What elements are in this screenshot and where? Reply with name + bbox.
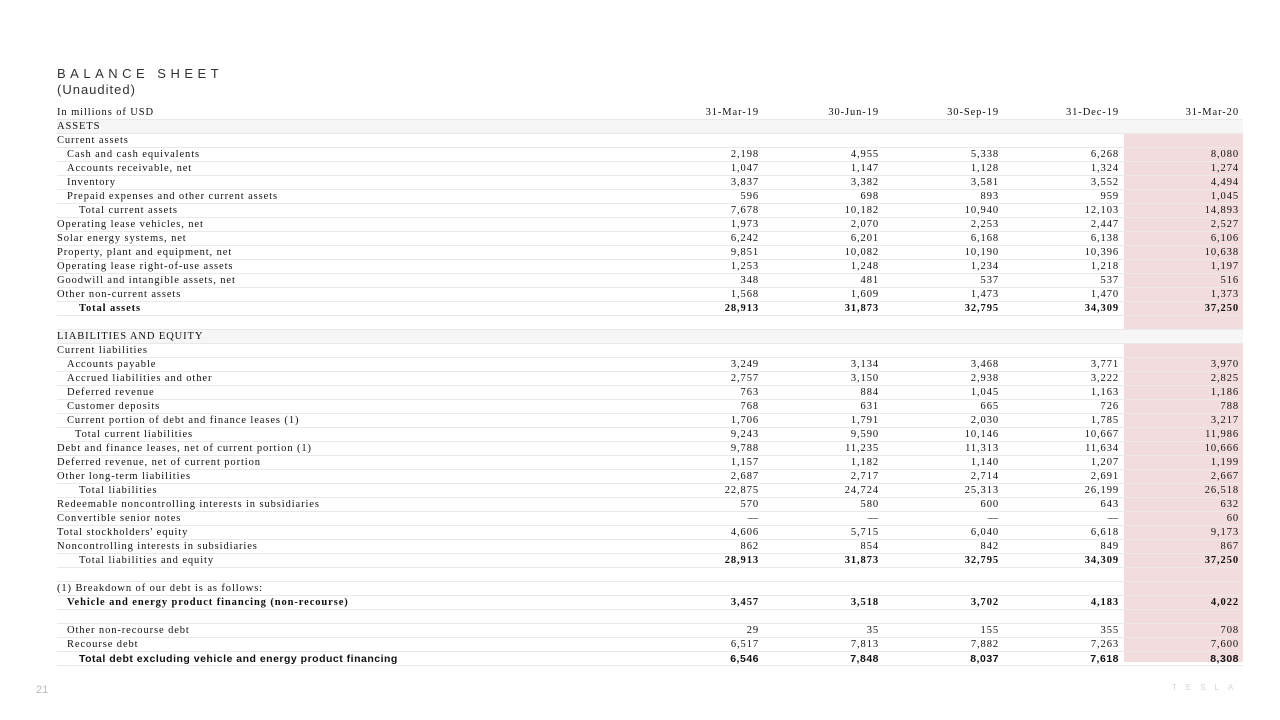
table-row <box>57 372 1243 386</box>
column-header: 30-Jun-19 <box>828 107 879 118</box>
cell-value: 34,309 <box>1084 303 1119 314</box>
table-row <box>57 442 1243 456</box>
row-label: Total current liabilities <box>75 429 193 440</box>
cell-value: 3,581 <box>970 177 999 188</box>
cell-value: 1,163 <box>1090 387 1119 398</box>
cell-value <box>883 610 1003 624</box>
page-subtitle: (Unaudited) <box>57 82 136 97</box>
cell-value: 11,313 <box>965 443 999 454</box>
table-row <box>57 386 1243 400</box>
cell-value: 867 <box>1220 541 1239 552</box>
cell-value: 2,757 <box>730 373 759 384</box>
cell-value: 1,197 <box>1210 261 1239 272</box>
cell-value: 1,568 <box>730 289 759 300</box>
row-label: Total stockholders' equity <box>57 527 189 538</box>
cell-value: 1,207 <box>1090 457 1119 468</box>
cell-value: 726 <box>1100 401 1119 412</box>
cell-value: 155 <box>980 625 999 636</box>
cell-value: 24,724 <box>844 485 879 496</box>
cell-value <box>763 582 883 596</box>
row-label: Deferred revenue <box>67 387 155 398</box>
row-label: Total assets <box>79 303 142 314</box>
cell-value <box>883 582 1003 596</box>
cell-value: 1,234 <box>970 261 999 272</box>
row-label: Total debt excluding vehicle and energy product financing <box>79 653 398 665</box>
cell-value <box>643 568 763 582</box>
cell-value: 32,795 <box>964 303 999 314</box>
row-label: Operating lease right-of-use assets <box>57 261 234 272</box>
table-row <box>57 554 1243 568</box>
cell-value: 3,771 <box>1090 359 1119 370</box>
cell-value: 6,040 <box>970 527 999 538</box>
row-label: Deferred revenue, net of current portion <box>57 457 261 468</box>
cell-value <box>763 568 883 582</box>
cell-value <box>1123 316 1243 330</box>
row-label: Current assets <box>57 135 129 146</box>
cell-value: — <box>747 513 759 524</box>
table-row <box>57 302 1243 316</box>
cell-value: 7,618 <box>1090 653 1119 665</box>
column-header: 31-Dec-19 <box>1066 107 1119 118</box>
page-title: BALANCE SHEET <box>57 66 224 81</box>
row-label: Customer deposits <box>67 401 161 412</box>
cell-value: 1,324 <box>1090 163 1119 174</box>
table-row <box>57 512 1243 526</box>
row-label: Current liabilities <box>57 345 148 356</box>
cell-value <box>763 330 883 344</box>
cell-value: 37,250 <box>1204 303 1239 314</box>
cell-value: 6,517 <box>730 639 759 650</box>
table-row <box>57 596 1243 610</box>
cell-value: 1,253 <box>730 261 759 272</box>
cell-value: 1,140 <box>970 457 999 468</box>
tesla-logo: TESLA <box>1172 683 1243 692</box>
table-row <box>57 540 1243 554</box>
cell-value: 348 <box>740 275 759 286</box>
cell-value: 6,618 <box>1090 527 1119 538</box>
table-row <box>57 120 1243 134</box>
cell-value: 768 <box>740 401 759 412</box>
table-row <box>57 498 1243 512</box>
cell-value: 9,851 <box>730 247 759 258</box>
cell-value: 1,791 <box>850 415 879 426</box>
cell-value: 2,527 <box>1210 219 1239 230</box>
cell-value: 9,173 <box>1210 527 1239 538</box>
cell-value: 2,447 <box>1090 219 1119 230</box>
cell-value: 2,691 <box>1090 471 1119 482</box>
cell-value: 11,235 <box>845 443 879 454</box>
table-row <box>57 134 1243 148</box>
cell-value: 6,138 <box>1090 233 1119 244</box>
cell-value: 11,986 <box>1205 429 1239 440</box>
cell-value: 2,717 <box>850 471 879 482</box>
cell-value: 3,970 <box>1210 359 1239 370</box>
cell-value <box>883 344 1003 358</box>
cell-value: 596 <box>740 191 759 202</box>
cell-value: 7,263 <box>1090 639 1119 650</box>
cell-value: 862 <box>740 541 759 552</box>
cell-value: 763 <box>740 387 759 398</box>
table-row <box>57 288 1243 302</box>
cell-value <box>763 344 883 358</box>
table-row <box>57 218 1243 232</box>
cell-value: 665 <box>980 401 999 412</box>
cell-value: 10,190 <box>964 247 999 258</box>
table-row <box>57 330 1243 344</box>
cell-value: 5,715 <box>850 527 879 538</box>
cell-value <box>1003 316 1123 330</box>
row-label <box>57 568 643 582</box>
cell-value: 7,882 <box>970 639 999 650</box>
cell-value: 8,080 <box>1210 149 1239 160</box>
table-row <box>57 610 1243 624</box>
cell-value <box>643 610 763 624</box>
cell-value: 10,182 <box>844 205 879 216</box>
row-label: Other non-current assets <box>57 289 182 300</box>
cell-value: 4,022 <box>1210 597 1239 608</box>
cell-value: 7,678 <box>730 205 759 216</box>
cell-value: 3,468 <box>970 359 999 370</box>
table-row <box>57 624 1243 638</box>
cell-value <box>1003 610 1123 624</box>
cell-value: 1,218 <box>1090 261 1119 272</box>
cell-value: 3,518 <box>850 597 879 608</box>
table-row <box>57 638 1243 652</box>
cell-value: 3,249 <box>730 359 759 370</box>
row-label: Inventory <box>67 177 116 188</box>
cell-value: 3,702 <box>970 597 999 608</box>
cell-value: 11,634 <box>1085 443 1119 454</box>
row-label: Solar energy systems, net <box>57 233 187 244</box>
cell-value <box>643 316 763 330</box>
cell-value: 37,250 <box>1204 555 1239 566</box>
row-label: Accrued liabilities and other <box>67 373 213 384</box>
table-row <box>57 190 1243 204</box>
cell-value: 29 <box>746 625 759 636</box>
table-row <box>57 274 1243 288</box>
cell-value: 7,848 <box>850 653 879 665</box>
cell-value <box>883 120 1003 134</box>
table-header-row <box>57 106 1243 120</box>
cell-value <box>1123 568 1243 582</box>
cell-value: — <box>1107 513 1119 524</box>
cell-value: 3,837 <box>730 177 759 188</box>
cell-value <box>883 316 1003 330</box>
cell-value <box>1003 134 1123 148</box>
cell-value: 884 <box>860 387 879 398</box>
table-row <box>57 148 1243 162</box>
cell-value: 2,070 <box>850 219 879 230</box>
cell-value: 1,274 <box>1210 163 1239 174</box>
cell-value: 3,457 <box>730 597 759 608</box>
row-label: Redeemable noncontrolling interests in subsidiaries <box>57 499 320 510</box>
cell-value: 25,313 <box>964 485 999 496</box>
cell-value: 32,795 <box>964 555 999 566</box>
cell-value: 1,045 <box>1210 191 1239 202</box>
table-row <box>57 358 1243 372</box>
cell-value: 10,638 <box>1204 247 1239 258</box>
cell-value: 849 <box>1100 541 1119 552</box>
row-label: Cash and cash equivalents <box>67 149 201 160</box>
cell-value: 22,875 <box>724 485 759 496</box>
cell-value: 1,182 <box>850 457 879 468</box>
table-row <box>57 176 1243 190</box>
column-header: 30-Sep-19 <box>947 107 999 118</box>
row-label: Other long-term liabilities <box>57 471 191 482</box>
cell-value <box>1123 330 1243 344</box>
row-label <box>57 316 643 330</box>
cell-value <box>1003 582 1123 596</box>
row-label <box>57 610 643 624</box>
cell-value: 9,243 <box>730 429 759 440</box>
cell-value: 708 <box>1220 625 1239 636</box>
cell-value: 1,470 <box>1090 289 1119 300</box>
row-label: Total liabilities and equity <box>79 555 214 566</box>
cell-value: 4,606 <box>730 527 759 538</box>
table-row <box>57 232 1243 246</box>
cell-value: 5,338 <box>970 149 999 160</box>
cell-value <box>1003 568 1123 582</box>
cell-value: 2,825 <box>1210 373 1239 384</box>
cell-value <box>763 316 883 330</box>
cell-value: 788 <box>1220 401 1239 412</box>
cell-value <box>1123 610 1243 624</box>
cell-value: 2,667 <box>1210 471 1239 482</box>
row-label: LIABILITIES AND EQUITY <box>57 331 204 342</box>
cell-value <box>1123 134 1243 148</box>
cell-value: 1,248 <box>850 261 879 272</box>
page-number: 21 <box>36 684 49 696</box>
row-label: Noncontrolling interests in subsidiaries <box>57 541 258 552</box>
cell-value: 28,913 <box>724 555 759 566</box>
cell-value <box>643 330 763 344</box>
cell-value: 1,045 <box>970 387 999 398</box>
table-row <box>57 652 1243 666</box>
cell-value: 4,955 <box>850 149 879 160</box>
cell-value: 28,913 <box>724 303 759 314</box>
table-row <box>57 428 1243 442</box>
cell-value: 2,938 <box>970 373 999 384</box>
cell-value <box>643 134 763 148</box>
column-header: 31-Mar-20 <box>1185 107 1239 118</box>
row-label: Vehicle and energy product financing (non-recourse) <box>67 597 349 608</box>
cell-value: 631 <box>860 401 879 412</box>
cell-value: 10,146 <box>964 429 999 440</box>
cell-value: — <box>867 513 879 524</box>
row-label: Other non-recourse debt <box>67 625 190 636</box>
cell-value: 1,128 <box>970 163 999 174</box>
cell-value <box>763 120 883 134</box>
table-row <box>57 260 1243 274</box>
cell-value <box>1123 120 1243 134</box>
row-label: Prepaid expenses and other current assets <box>67 191 278 202</box>
cell-value: 3,150 <box>850 373 879 384</box>
column-header: 31-Mar-19 <box>705 107 759 118</box>
cell-value: 8,037 <box>970 653 999 665</box>
cell-value: 2,687 <box>730 471 759 482</box>
cell-value: 31,873 <box>844 303 879 314</box>
cell-value: 2,030 <box>970 415 999 426</box>
cell-value: 3,552 <box>1090 177 1119 188</box>
table-row <box>57 456 1243 470</box>
cell-value: 9,590 <box>850 429 879 440</box>
cell-value: 632 <box>1220 499 1239 510</box>
cell-value <box>883 330 1003 344</box>
cell-value: 1,186 <box>1210 387 1239 398</box>
cell-value: 1,785 <box>1090 415 1119 426</box>
cell-value: 7,600 <box>1210 639 1239 650</box>
cell-value <box>1123 344 1243 358</box>
cell-value <box>1003 330 1123 344</box>
cell-value: 6,268 <box>1090 149 1119 160</box>
cell-value: 3,217 <box>1210 415 1239 426</box>
cell-value: 698 <box>860 191 879 202</box>
cell-value: 10,940 <box>964 205 999 216</box>
cell-value: 35 <box>866 625 879 636</box>
row-label: Total liabilities <box>79 485 158 496</box>
cell-value: 959 <box>1100 191 1119 202</box>
cell-value <box>1003 344 1123 358</box>
cell-value: 893 <box>980 191 999 202</box>
cell-value <box>643 120 763 134</box>
cell-value: 1,199 <box>1210 457 1239 468</box>
cell-value: 60 <box>1226 513 1239 524</box>
balance-sheet-table <box>57 106 1243 666</box>
table-row <box>57 414 1243 428</box>
cell-value: 842 <box>980 541 999 552</box>
row-label: Convertible senior notes <box>57 513 182 524</box>
cell-value: 1,473 <box>970 289 999 300</box>
unit-label: In millions of USD <box>57 107 154 118</box>
cell-value <box>763 610 883 624</box>
row-label: (1) Breakdown of our debt is as follows: <box>57 583 264 594</box>
table-row <box>57 316 1243 330</box>
cell-value: 537 <box>1100 275 1119 286</box>
cell-value: 643 <box>1100 499 1119 510</box>
cell-value: 26,518 <box>1204 485 1239 496</box>
table-row <box>57 400 1243 414</box>
cell-value: 10,396 <box>1084 247 1119 258</box>
row-label: ASSETS <box>57 121 101 132</box>
cell-value: 14,893 <box>1204 205 1239 216</box>
row-label: Operating lease vehicles, net <box>57 219 204 230</box>
row-label: Debt and finance leases, net of current portion (1) <box>57 443 312 454</box>
cell-value: 516 <box>1220 275 1239 286</box>
cell-value: 2,198 <box>730 149 759 160</box>
cell-value: — <box>987 513 999 524</box>
cell-value <box>883 568 1003 582</box>
cell-value: 6,201 <box>850 233 879 244</box>
cell-value: 4,494 <box>1210 177 1239 188</box>
cell-value: 4,183 <box>1090 597 1119 608</box>
table-row <box>57 568 1243 582</box>
table-row <box>57 162 1243 176</box>
cell-value: 355 <box>1100 625 1119 636</box>
cell-value: 570 <box>740 499 759 510</box>
cell-value: 854 <box>860 541 879 552</box>
cell-value: 1,973 <box>730 219 759 230</box>
cell-value: 2,253 <box>970 219 999 230</box>
table-row <box>57 204 1243 218</box>
cell-value <box>643 344 763 358</box>
cell-value: 2,714 <box>970 471 999 482</box>
table-row <box>57 246 1243 260</box>
cell-value <box>643 582 763 596</box>
row-label: Current portion of debt and finance leases (1) <box>67 415 300 426</box>
table-row <box>57 484 1243 498</box>
row-label: Total current assets <box>79 205 178 216</box>
row-label: Recourse debt <box>67 639 139 650</box>
row-label: Goodwill and intangible assets, net <box>57 275 236 286</box>
cell-value: 580 <box>860 499 879 510</box>
cell-value: 1,147 <box>850 163 879 174</box>
cell-value: 12,103 <box>1084 205 1119 216</box>
cell-value: 31,873 <box>844 555 879 566</box>
row-label: Property, plant and equipment, net <box>57 247 233 258</box>
cell-value: 34,309 <box>1084 555 1119 566</box>
cell-value: 3,222 <box>1090 373 1119 384</box>
cell-value: 9,788 <box>730 443 759 454</box>
cell-value: 1,609 <box>850 289 879 300</box>
cell-value: 1,047 <box>730 163 759 174</box>
table-row <box>57 526 1243 540</box>
cell-value <box>763 134 883 148</box>
cell-value: 10,666 <box>1204 443 1239 454</box>
row-label: Accounts receivable, net <box>67 163 193 174</box>
cell-value: 1,373 <box>1210 289 1239 300</box>
cell-value: 1,157 <box>730 457 759 468</box>
cell-value: 7,813 <box>850 639 879 650</box>
cell-value: 8,308 <box>1210 653 1239 665</box>
cell-value: 600 <box>980 499 999 510</box>
table-row <box>57 582 1243 596</box>
table-row <box>57 470 1243 484</box>
cell-value: 6,242 <box>730 233 759 244</box>
cell-value: 6,546 <box>730 653 759 665</box>
cell-value: 6,106 <box>1210 233 1239 244</box>
cell-value <box>1003 120 1123 134</box>
cell-value: 481 <box>860 275 879 286</box>
cell-value: 537 <box>980 275 999 286</box>
cell-value: 10,667 <box>1084 429 1119 440</box>
cell-value: 1,706 <box>730 415 759 426</box>
cell-value <box>1123 582 1243 596</box>
table-row <box>57 344 1243 358</box>
cell-value: 3,382 <box>850 177 879 188</box>
cell-value: 3,134 <box>850 359 879 370</box>
row-label: Accounts payable <box>67 359 157 370</box>
cell-value <box>883 134 1003 148</box>
cell-value: 6,168 <box>970 233 999 244</box>
cell-value: 10,082 <box>844 247 879 258</box>
cell-value: 26,199 <box>1084 485 1119 496</box>
table-body <box>57 120 1243 666</box>
